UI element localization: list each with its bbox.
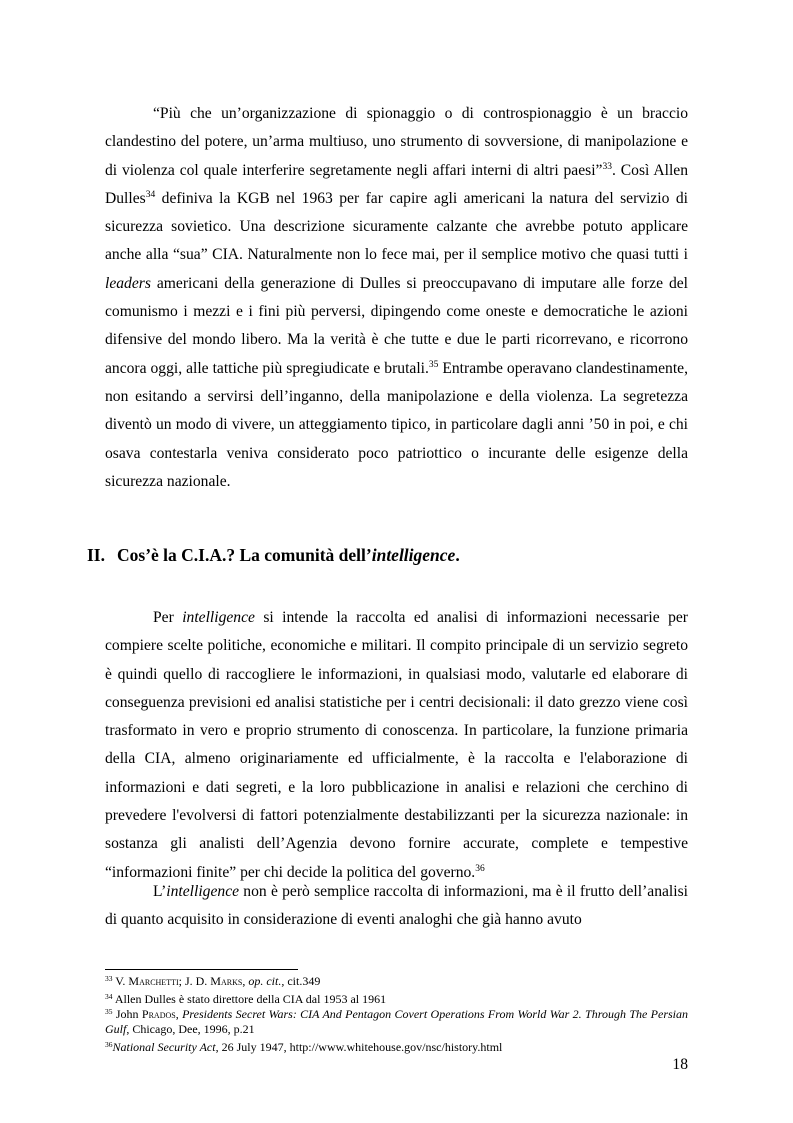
section-number: II. <box>87 545 105 565</box>
footnote-35: $^{35}$ John Prados, Presidents Secret Wars: CIA And Pentagon Covert Operations From World War 2. Through The Persian Gulf, Chicago, Dee, 1996, p.21 <box>105 1007 689 1036</box>
footnote-ref-36: 36 <box>475 863 485 874</box>
footnote-separator <box>105 969 298 970</box>
section-heading: II. Cos’è la C.I.A.? La comunità dell’intelligence. <box>87 545 460 565</box>
footnote-ref-35: 35 <box>428 359 439 370</box>
page-number: 18 <box>672 1056 688 1073</box>
footnote-33: $^{33}$ V. Marchetti; J. D. Marks, op. cit., cit.349 <box>105 974 321 988</box>
footnote-36: $^{36}$National Security Act, 26 July 1947, http://www.whitehouse.gov/nsc/history.html <box>105 1040 503 1054</box>
footnote-34: $^{34}$ Allen Dulles è stato direttore della CIA dal 1953 al 1961 <box>105 992 387 1006</box>
footnote-ref-34: 34 <box>145 189 156 200</box>
footnote-ref-33: 33 <box>602 161 612 172</box>
paragraph-intelligence-definition: Per intelligence si intende la raccolta ed analisi di informazioni necessarie per compiere scelte politiche, economiche e militari. Il compito principale di un servizio segreto è quindi quello di raccogliere le informazioni, in qualsiasi modo, valutarle ed elaborare di conseguenza previsioni ed analisi statistiche per i centri decisionali: il dato grezzo viene così trasformato in vero e proprio strumento di conoscenza. In particolare, la funzione primaria della CIA, almeno originariamente ed ufficialmente, è la raccolta e l'elaborazione di informazioni e dati segreti, e la loro pubblicazione in analisi e relazioni che cerchino di prevedere l'evolversi di fattori potenzialmente destabilizzanti per la sicurezza nazionale: in sostanza gli analisti dell’Agenzia devono fornire accurate, complete e tempestive “informazioni finite” per chi decide la politica del governo.$^{36}$ <box>105 609 689 881</box>
paragraph-intelligence-analysis: L’intelligence non è però semplice raccolta di informazioni, ma è il frutto dell’analisi di quanto acquisito in considerazione di eventi analoghi che già hanno avuto <box>105 883 688 929</box>
paragraph-kgb-quote: “Più che un’organizzazione di spionaggio o di controspionaggio è un braccio clandestino del potere, un’arma multiuso, uno strumento di sovversione, di manipolazione e di violenza col quale interferire segretamente negli affari interni di altri paesi”$^{33}$. Così Allen Dulles$^{34}$ definiva la KGB nel 1963 per far capire agli americani la natura del servizio di sicurezza sovietico. Una descrizione sicuramente calzante che avrebbe potuto applicare anche alla “sua” CIA. Naturalmente non lo fece mai, per il semplice motivo che quasi tutti i leaders americani della generazione di Dulles si preoccupavano di imputare alle forze del comunismo i mezzi e i fini più perversi, dipingendo come oneste e democratiche le azioni difensive del mondo libero. Ma la verità è che tutte e due le parti ricorrevano, e ricorrono ancora oggi, alle tattiche più spregiudicate e brutali.$^{35}$ Entrambe operavano clandestinamente, non esitando a servirsi dell’inganno, della manipolazione e della violenza. La segretezza diventò un modo di vivere, un atteggiamento tipico, in particolare dagli anni ’50 in poi, e chi osava contestarla veniva considerato poco patriottico o incurante delle esigenze della sicurezza nazionale. <box>105 105 689 490</box>
